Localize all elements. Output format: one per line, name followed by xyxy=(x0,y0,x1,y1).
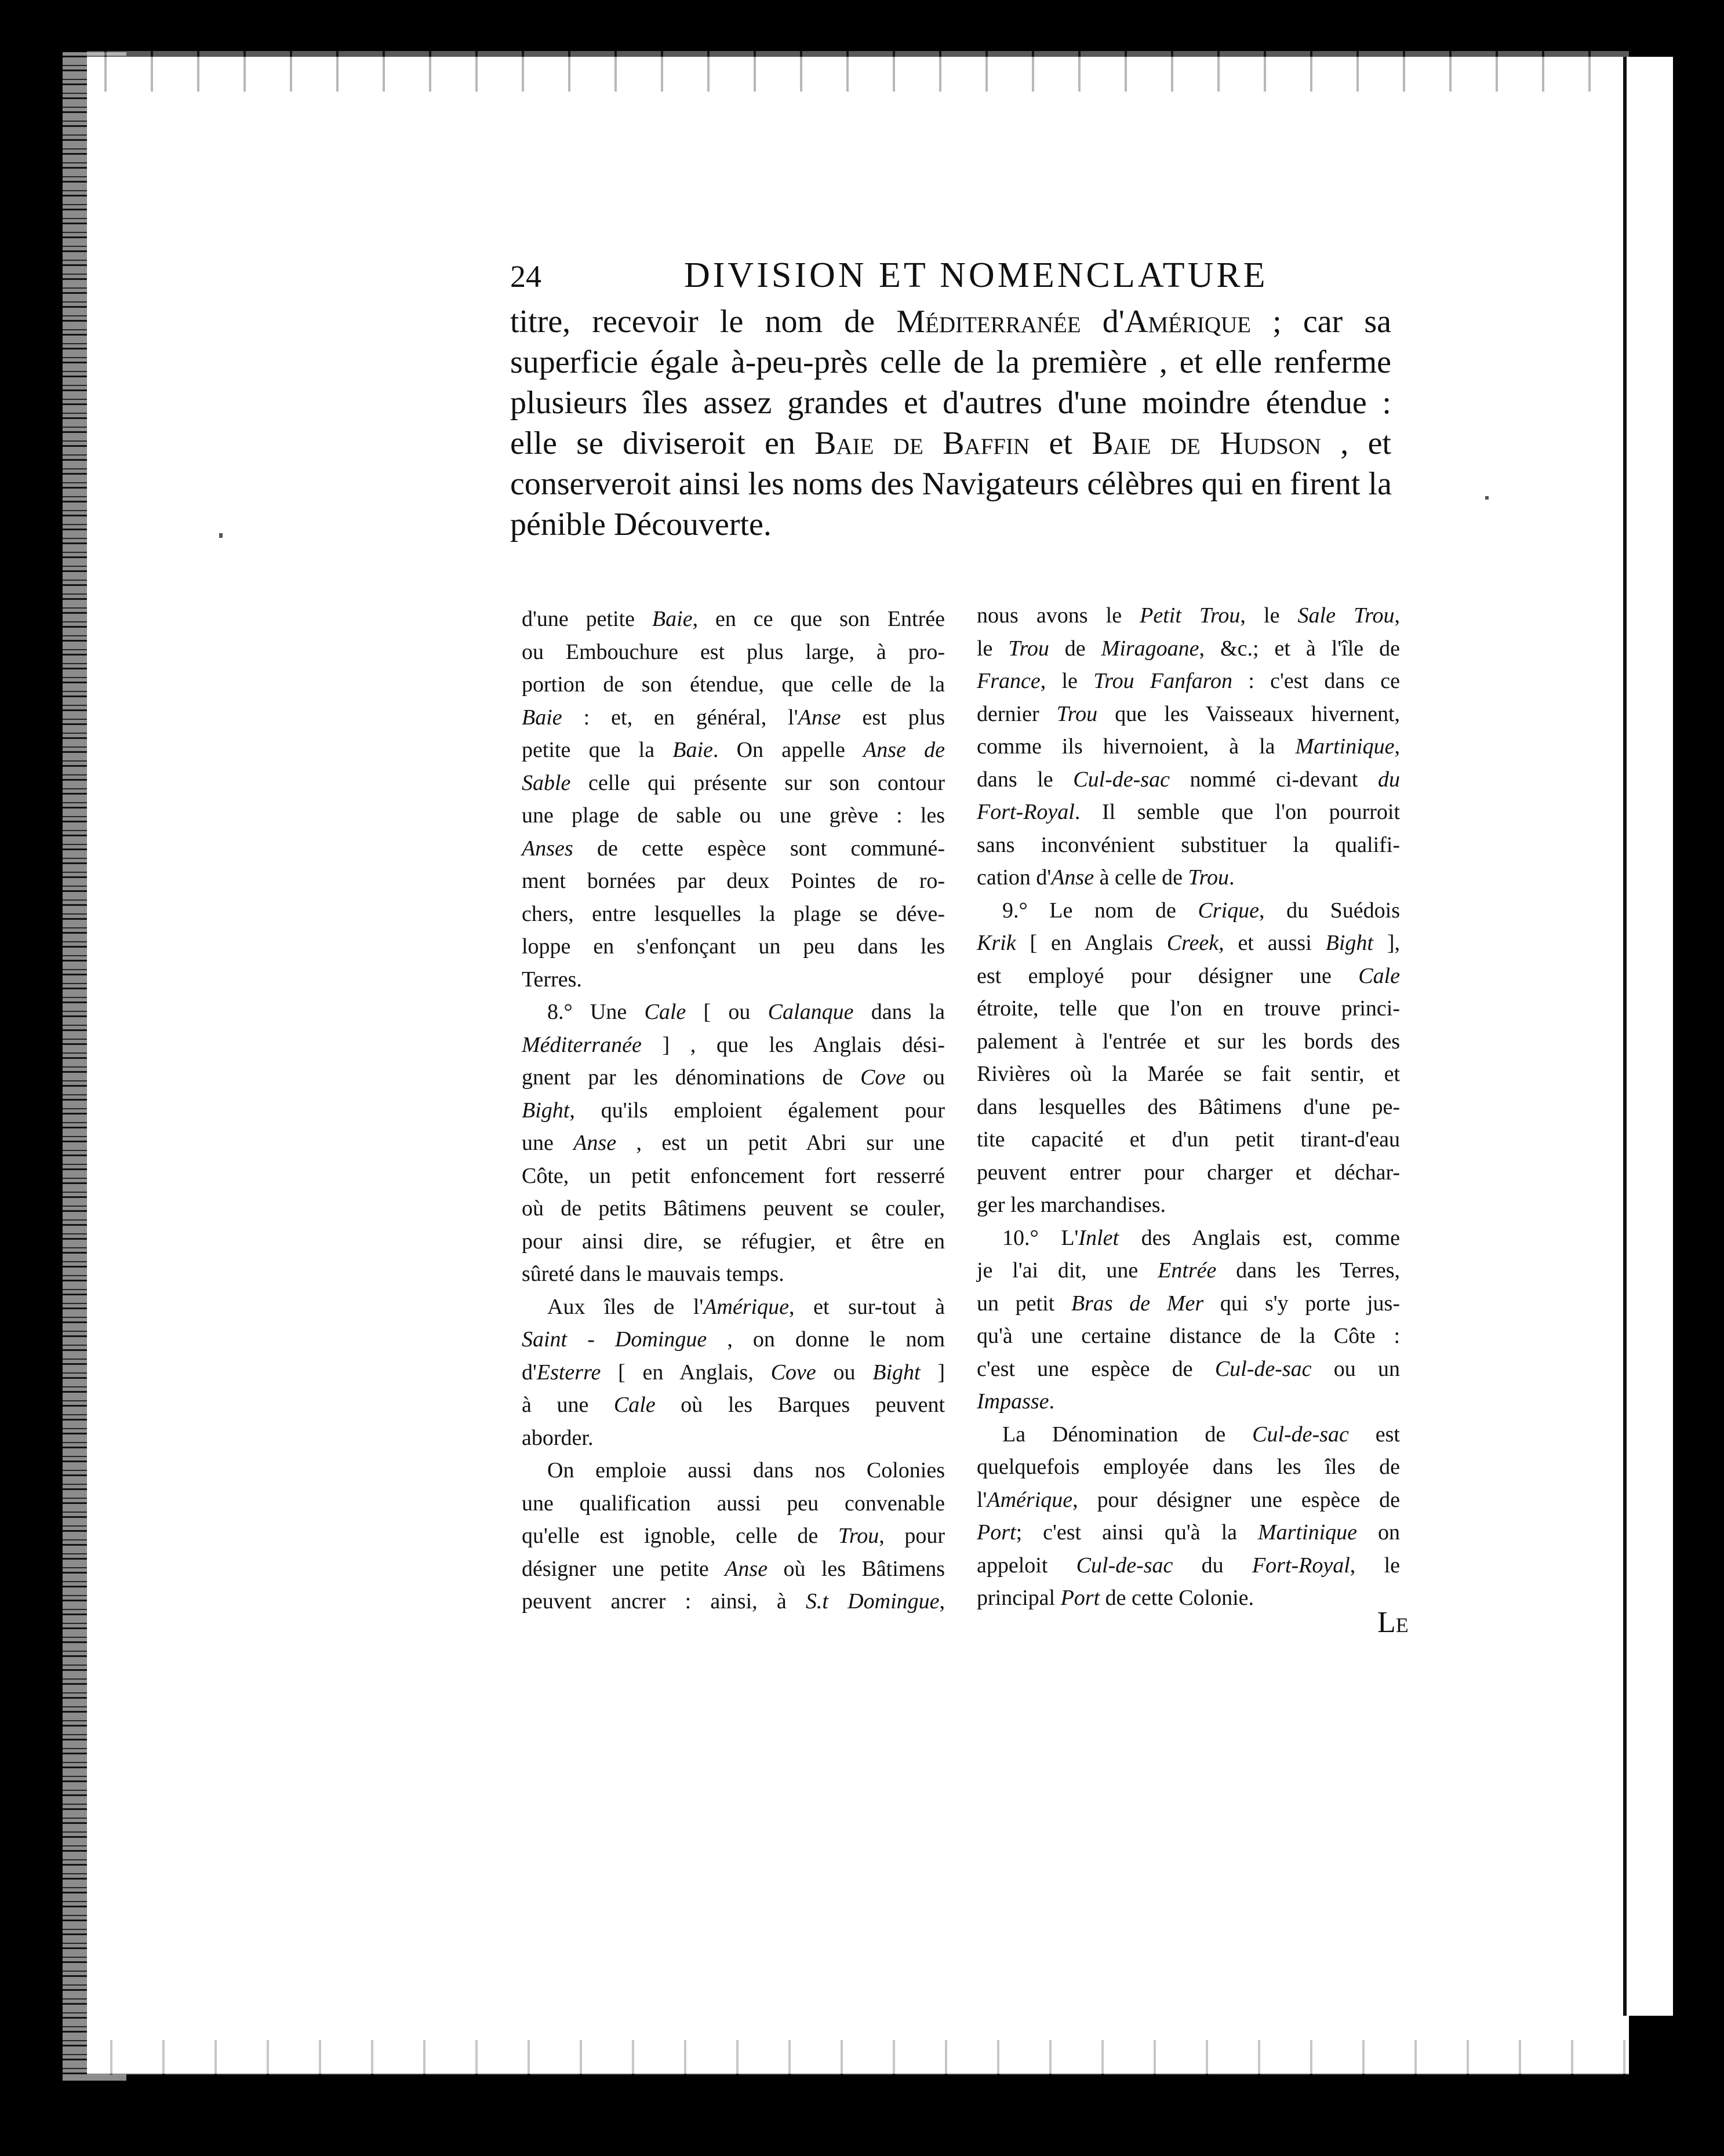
text-run: elle se diviseroit en xyxy=(510,425,815,461)
catchword: Le xyxy=(1377,1606,1409,1639)
text-run: qu'elle est ignoble, celle de xyxy=(522,1524,838,1548)
intro-paragraph xyxy=(510,301,1391,545)
text-run: chers, entre lesquelles la plage se déve- xyxy=(522,901,945,926)
text-line xyxy=(522,636,945,669)
text-run: d' xyxy=(1081,304,1125,340)
text-run: le xyxy=(977,636,1009,661)
italic-term: Bight xyxy=(872,1360,921,1385)
text-line xyxy=(977,1549,1400,1582)
text-run: ou un xyxy=(1311,1356,1400,1381)
text-run: Côte, un petit enfoncement fort resserré xyxy=(522,1163,945,1188)
text-run: petite que la xyxy=(522,738,673,762)
small-caps-term: Méditerranée xyxy=(896,304,1081,340)
text-run: 10.° L' xyxy=(1002,1225,1079,1250)
text-run: et xyxy=(1030,425,1092,461)
small-caps-term: Amérique xyxy=(1124,304,1251,340)
text-run: où les Bâtimens xyxy=(768,1556,945,1581)
text-run: appeloit xyxy=(977,1553,1076,1578)
text-line xyxy=(977,927,1400,960)
text-run: dans lesquelles des Bâtimens d'une pe- xyxy=(977,1094,1400,1119)
text-run: Terres. xyxy=(522,967,582,992)
text-run: dans les Terres, xyxy=(1216,1258,1400,1283)
text-run: , pour désigner une espèce de xyxy=(1072,1487,1400,1512)
text-run: principal xyxy=(977,1586,1061,1610)
italic-term: Trou xyxy=(838,1524,879,1548)
text-line xyxy=(977,960,1400,993)
text-run: . xyxy=(1049,1389,1055,1414)
italic-term: Crique xyxy=(1198,898,1260,923)
text-line xyxy=(522,1487,945,1520)
text-line xyxy=(510,342,1391,383)
text-run: ment bornées par deux Pointes de ro- xyxy=(522,869,945,893)
text-line xyxy=(977,829,1400,862)
text-run: une xyxy=(522,1131,574,1155)
italic-term: Baie xyxy=(652,607,693,631)
text-run: où de petits Bâtimens peuvent se couler, xyxy=(522,1196,945,1221)
text-run: l' xyxy=(977,1487,987,1512)
text-run: est employé pour désigner une xyxy=(977,963,1359,988)
text-run: celle qui présente sur son contour xyxy=(570,770,945,795)
text-line xyxy=(522,1520,945,1553)
text-run: , xyxy=(1394,603,1400,628)
text-line xyxy=(977,763,1400,796)
text-line xyxy=(977,1451,1400,1484)
italic-term: Calanque xyxy=(768,1000,854,1024)
italic-term: France xyxy=(977,669,1041,693)
text-line xyxy=(977,730,1400,763)
text-run: ], xyxy=(1373,931,1401,955)
text-run: un petit xyxy=(977,1291,1071,1316)
text-run: portion de son étendue, que celle de la xyxy=(522,672,945,697)
text-run: pénible Découverte. xyxy=(510,507,772,542)
italic-term: Sale Trou xyxy=(1297,603,1395,628)
italic-term: Sable xyxy=(522,770,571,795)
text-line xyxy=(977,1353,1400,1386)
italic-term: Cul-de-sac xyxy=(1073,767,1170,792)
text-run: , xyxy=(939,1589,945,1614)
text-run: ger les marchandises. xyxy=(977,1193,1166,1217)
text-run: une plage de sable ou une grève : les xyxy=(522,803,945,828)
text-line xyxy=(510,464,1391,504)
italic-term: Cul-de-sac xyxy=(1252,1422,1349,1447)
text-line xyxy=(522,1160,945,1193)
text-line xyxy=(977,1025,1400,1058)
text-line xyxy=(977,698,1400,731)
text-run: est xyxy=(1348,1422,1400,1447)
text-line xyxy=(522,930,945,963)
text-run: qui s'y porte jus- xyxy=(1203,1291,1400,1316)
italic-term: Trou xyxy=(1056,701,1098,726)
text-line xyxy=(977,1123,1400,1156)
text-run: conserveroit ainsi les noms des Navigateurs célèbres qui en firent la xyxy=(510,466,1392,502)
text-run: , et aussi xyxy=(1219,931,1326,955)
text-run: ] , que les Anglais dési- xyxy=(641,1032,945,1057)
text-run: , est un petit Abri sur une xyxy=(616,1131,945,1155)
italic-term: Cul-de-sac xyxy=(1214,1356,1312,1381)
text-run: : c'est dans ce xyxy=(1232,669,1400,693)
text-run: ; c'est ainsi qu'à la xyxy=(1016,1520,1259,1545)
text-line xyxy=(522,1291,945,1324)
text-line xyxy=(977,1582,1400,1615)
text-line xyxy=(510,423,1391,464)
italic-term: Cale xyxy=(644,1000,686,1024)
italic-term: Fort-Royal xyxy=(1252,1553,1350,1578)
text-line xyxy=(522,1356,945,1389)
right-column xyxy=(977,599,1400,1615)
text-run: à celle de xyxy=(1094,865,1188,890)
italic-term: Miragoane xyxy=(1101,636,1199,661)
italic-term: du xyxy=(1378,767,1400,792)
text-line xyxy=(522,1454,945,1487)
text-run: peuvent entrer pour charger et déchar- xyxy=(977,1160,1400,1185)
text-run: à une xyxy=(522,1393,614,1417)
text-run: Aux îles de l' xyxy=(547,1294,704,1319)
text-line xyxy=(522,1323,945,1356)
text-run: désigner une petite xyxy=(522,1556,725,1581)
italic-term: Trou Fanfaron xyxy=(1093,669,1233,693)
text-run: [ en Anglais xyxy=(1016,931,1167,955)
text-run: 9.° Le nom de xyxy=(1002,898,1198,923)
text-run: dernier xyxy=(977,701,1057,726)
text-run: comme ils hivernoient, à la xyxy=(977,734,1296,759)
italic-term: Saint - Domingue xyxy=(522,1327,707,1352)
text-run: , et sur-tout à xyxy=(788,1294,945,1319)
text-line xyxy=(977,1516,1400,1549)
text-run: , pour xyxy=(879,1524,945,1548)
italic-term: Cale xyxy=(1358,963,1400,988)
italic-term: Bight xyxy=(1325,931,1373,955)
page-edge-top xyxy=(87,51,1629,92)
text-line xyxy=(522,1422,945,1455)
text-run: ou Embouchure est plus large, à pro- xyxy=(522,639,945,664)
text-line xyxy=(977,992,1400,1025)
text-line xyxy=(977,632,1400,665)
text-run: c'est une espèce de xyxy=(977,1356,1215,1381)
text-run: du xyxy=(1173,1553,1252,1578)
text-line xyxy=(977,665,1400,698)
text-line xyxy=(522,1258,945,1291)
text-run: : et, en général, l' xyxy=(562,705,798,730)
text-line xyxy=(522,1029,945,1062)
text-run: une qualification aussi peu convenable xyxy=(522,1491,945,1516)
italic-term: Anses xyxy=(522,836,573,861)
text-run: sans inconvénient substituer la qualifi- xyxy=(977,832,1400,857)
text-run: , du Suédois xyxy=(1259,898,1400,923)
running-head xyxy=(510,255,1588,301)
text-run: , en ce que son Entrée xyxy=(692,607,945,631)
text-run: nommé ci-devant xyxy=(1169,767,1378,792)
text-run: . Il semble que l'on pourroit xyxy=(1074,800,1400,824)
italic-term: Trou xyxy=(1008,636,1049,661)
text-run: que les Vaisseaux hivernent, xyxy=(1097,701,1401,726)
text-run: 8.° Une xyxy=(547,1000,645,1024)
text-line xyxy=(522,1094,945,1127)
next-page-edge xyxy=(1623,57,1673,2016)
text-line xyxy=(522,832,945,865)
text-run: qu'à une certaine distance de la Côte : xyxy=(977,1324,1400,1348)
italic-term: Cove xyxy=(860,1065,906,1090)
italic-term: Anse xyxy=(725,1556,768,1581)
text-line xyxy=(510,301,1391,342)
text-line xyxy=(522,603,945,636)
italic-term: Cove xyxy=(770,1360,816,1385)
text-line xyxy=(510,504,1391,545)
text-run: , xyxy=(1394,734,1400,759)
italic-term: Impasse xyxy=(977,1389,1049,1414)
italic-term: Esterre xyxy=(536,1360,601,1385)
italic-term: Bight xyxy=(522,1098,570,1123)
text-line xyxy=(977,1418,1400,1451)
text-run: dans la xyxy=(853,1000,945,1024)
text-run: plusieurs îles assez grandes et d'autres d'une moindre étendue : xyxy=(510,385,1391,421)
italic-term: Anse xyxy=(573,1131,617,1155)
text-run: . On appelle xyxy=(712,738,864,762)
text-run: peuvent ancrer : ainsi, à xyxy=(522,1589,806,1614)
text-line xyxy=(977,599,1400,632)
text-run: ou xyxy=(905,1065,945,1090)
text-line xyxy=(977,1287,1400,1320)
text-line xyxy=(977,1156,1400,1189)
running-title: DIVISION ET NOMENCLATURE xyxy=(684,256,1268,295)
text-run: ou xyxy=(816,1360,873,1385)
italic-term: Amérique xyxy=(987,1487,1073,1512)
italic-term: Amérique xyxy=(703,1294,789,1319)
italic-term: Fort-Royal xyxy=(977,800,1075,824)
text-run: d'une petite xyxy=(522,607,652,631)
italic-term: Baie xyxy=(522,705,562,730)
text-run: gnent par les dénominations de xyxy=(522,1065,861,1090)
text-line xyxy=(522,1225,945,1258)
small-caps-term: Baie de Baffin xyxy=(814,425,1030,461)
italic-term: Anse xyxy=(798,705,841,730)
italic-term: Creek xyxy=(1166,931,1219,955)
text-run: dans le xyxy=(977,767,1074,792)
text-line xyxy=(522,963,945,996)
text-run: , le xyxy=(1350,1553,1400,1578)
italic-term: Port xyxy=(977,1520,1016,1545)
text-run: , qu'ils emploient également pour xyxy=(569,1098,945,1123)
italic-term: Cul-de-sac xyxy=(1076,1553,1173,1578)
text-line xyxy=(977,1484,1400,1517)
text-run: des Anglais est, comme xyxy=(1119,1225,1400,1250)
text-run: où les Barques peuvent xyxy=(655,1393,945,1417)
text-run: d' xyxy=(522,1360,537,1385)
text-run: étroite, telle que l'on en trouve princi- xyxy=(977,996,1400,1021)
text-line xyxy=(977,1189,1400,1222)
text-line xyxy=(522,767,945,800)
italic-term: Anse de xyxy=(863,738,945,762)
italic-term: Baie xyxy=(672,738,713,762)
text-run: . xyxy=(1228,865,1235,890)
text-line xyxy=(977,861,1400,894)
italic-term: Inlet xyxy=(1078,1225,1119,1250)
text-line xyxy=(977,894,1400,927)
text-line xyxy=(522,1127,945,1160)
text-run: on xyxy=(1357,1520,1401,1545)
text-line xyxy=(522,734,945,767)
text-line xyxy=(977,1058,1400,1091)
speck xyxy=(219,533,223,538)
text-run: superficie égale à-peu-près celle de la première , et elle renferme xyxy=(510,344,1391,380)
text-line xyxy=(522,996,945,1029)
text-run: de xyxy=(1049,636,1101,661)
text-run: On emploie aussi dans nos Colonies xyxy=(547,1458,945,1483)
italic-term: S.t Domingue xyxy=(805,1589,940,1614)
text-run: titre, recevoir le nom de xyxy=(510,304,897,340)
text-run: , le xyxy=(1040,669,1094,693)
text-line xyxy=(522,799,945,832)
text-run: tite capacité et d'un petit tirant-d'eau xyxy=(977,1127,1400,1152)
text-line xyxy=(522,898,945,931)
text-run: pour ainsi dire, se réfugier, et être en xyxy=(522,1229,945,1254)
text-line xyxy=(522,1553,945,1586)
text-run: [ ou xyxy=(686,1000,768,1024)
text-line xyxy=(522,1585,945,1618)
text-run: je l'ai dit, une xyxy=(977,1258,1158,1283)
text-run: nous avons le xyxy=(977,603,1140,628)
text-line xyxy=(522,1389,945,1422)
text-run: , &c.; et à l'île de xyxy=(1199,636,1400,661)
left-column xyxy=(522,603,945,1618)
text-line xyxy=(522,701,945,734)
text-run: palement à l'entrée et sur les bords des xyxy=(977,1029,1400,1054)
text-run: loppe en s'enfonçant un peu dans les xyxy=(522,934,945,959)
text-run: est plus xyxy=(841,705,945,730)
italic-term: Petit Trou xyxy=(1140,603,1241,628)
text-run: , et xyxy=(1321,425,1391,461)
text-run: , on donne le nom xyxy=(707,1327,945,1352)
text-line xyxy=(977,1222,1400,1255)
text-line xyxy=(510,383,1391,423)
italic-term: Bras de Mer xyxy=(1071,1291,1204,1316)
text-run: ] xyxy=(920,1360,945,1385)
text-line xyxy=(977,1254,1400,1287)
text-line xyxy=(977,1091,1400,1124)
text-run: sûreté dans le mauvais temps. xyxy=(522,1262,784,1286)
italic-term: Martinique xyxy=(1295,734,1395,759)
text-run: Rivières où la Marée se fait sentir, et xyxy=(977,1062,1400,1086)
italic-term: Krik xyxy=(977,931,1016,955)
text-run: aborder. xyxy=(522,1425,594,1450)
text-run: ; car sa xyxy=(1250,304,1391,340)
italic-term: Cale xyxy=(613,1393,656,1417)
italic-term: Entrée xyxy=(1158,1258,1217,1283)
small-caps-term: Baie de Hudson xyxy=(1092,425,1321,461)
text-line xyxy=(977,1385,1400,1418)
text-run: de cette espèce sont communé- xyxy=(573,836,945,861)
page-edge-bottom xyxy=(87,2040,1629,2075)
text-run: quelquefois employée dans les îles de xyxy=(977,1455,1400,1479)
text-line xyxy=(522,668,945,701)
italic-term: Port xyxy=(1060,1586,1100,1610)
page-number: 24 xyxy=(510,259,541,294)
speck xyxy=(1485,496,1489,500)
italic-term: Anse xyxy=(1051,865,1094,890)
italic-term: Méditerranée xyxy=(522,1032,642,1057)
text-line xyxy=(522,1061,945,1094)
text-line xyxy=(977,796,1400,829)
italic-term: Trou xyxy=(1188,865,1229,890)
text-line xyxy=(522,1192,945,1225)
text-line xyxy=(522,865,945,898)
text-run: , le xyxy=(1240,603,1298,628)
text-run: [ en Anglais, xyxy=(601,1360,771,1385)
italic-term: Martinique xyxy=(1258,1520,1357,1545)
text-run: La Dénomination de xyxy=(1002,1422,1253,1447)
text-run: de cette Colonie. xyxy=(1100,1586,1254,1610)
text-line xyxy=(977,1320,1400,1353)
text-run: cation d' xyxy=(977,865,1052,890)
